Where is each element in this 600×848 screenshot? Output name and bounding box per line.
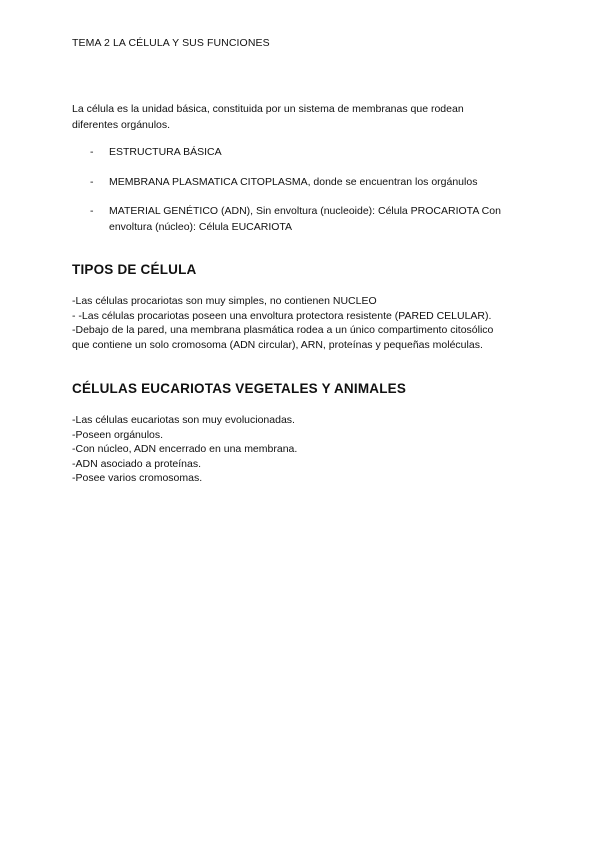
bullet-dash: - bbox=[90, 205, 94, 217]
section-heading-tipos: TIPOS DE CÉLULA bbox=[72, 262, 197, 277]
section-paragraph-eucariotas bbox=[72, 413, 532, 486]
bullet-item bbox=[72, 204, 532, 235]
bullet-text: MEMBRANA PLASMATICA CITOPLASMA, donde se encuentran los orgánulos bbox=[109, 175, 478, 188]
intro-paragraph: La célula es la unidad básica, constituida por un sistema de membranas que rodean diferentes orgánulos. bbox=[72, 103, 464, 131]
section-paragraph-tipos bbox=[72, 294, 532, 352]
bullet-text: ESTRUCTURA BÁSICA bbox=[109, 146, 222, 158]
bullet-list bbox=[72, 145, 532, 249]
paragraph-line: que contiene un solo cromosoma (ADN circular), ARN, proteínas y pequeñas moléculas. bbox=[72, 338, 483, 351]
bullet-item bbox=[72, 175, 532, 191]
bullet-dash: - bbox=[90, 146, 94, 158]
paragraph-line: -Las células eucariotas son muy evolucionadas. bbox=[72, 414, 295, 426]
bullet-item bbox=[72, 145, 532, 161]
section-heading-eucariotas: CÉLULAS EUCARIOTAS VEGETALES Y ANIMALES bbox=[72, 381, 407, 396]
paragraph-line: -ADN asociado a proteínas. bbox=[72, 457, 201, 470]
paragraph-line: -Debajo de la pared, una membrana plasmática rodea a un único compartimento citosólico bbox=[72, 324, 494, 336]
bullet-text: MATERIAL GENÉTICO (ADN), Sin envoltura (nucleoide): Célula PROCARIOTA Con envoltura (núcleo): Célula EUCARIOTA bbox=[109, 205, 501, 233]
document-header: TEMA 2 LA CÉLULA Y SUS FUNCIONES bbox=[72, 37, 270, 49]
bullet-dash: - bbox=[90, 175, 94, 188]
paragraph-line: -Poseen orgánulos. bbox=[72, 428, 164, 441]
paragraph-line: -Con núcleo, ADN encerrado en una membrana. bbox=[72, 443, 298, 455]
paragraph-line: -Las células procariotas son muy simples, no contienen NUCLEO bbox=[72, 295, 377, 307]
paragraph-line: - -Las células procariotas poseen una envoltura protectora resistente (PARED CELULAR). bbox=[72, 309, 492, 322]
paragraph-line: -Posee varios cromosomas. bbox=[72, 472, 203, 484]
